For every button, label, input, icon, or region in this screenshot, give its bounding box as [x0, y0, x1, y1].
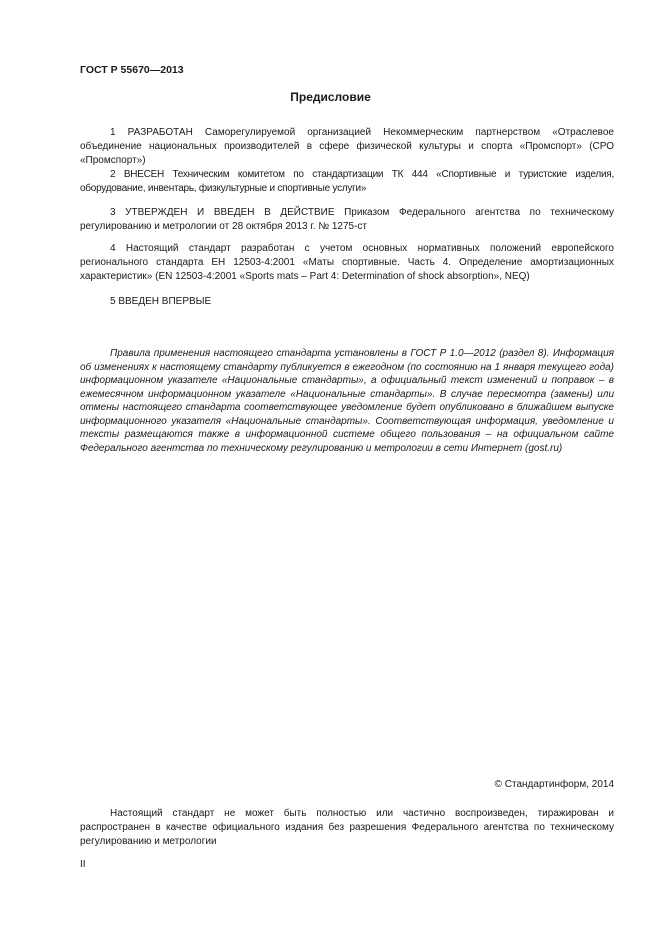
foreword-item-3: 3 УТВЕРЖДЕН И ВВЕДЕН В ДЕЙСТВИЕ Приказом Федерального агентства по техническому регулированию и метрологии от 28 октября 2013 г. № 1275-ст — [80, 207, 614, 232]
section-title: Предисловие — [290, 90, 371, 104]
foreword-item-1: 1 РАЗРАБОТАН Саморегулируемой организацией Некоммерческим партнерством «Отраслевое объединение национальных производителей в сфере физической культуры и спорта «Промспорт» (СРО «Промспорт») — [80, 127, 614, 166]
notice-paragraph: Правила применения настоящего стандарта установлены в ГОСТ Р 1.0—2012 (раздел 8). Информация об изменениях к настоящему стандарту публикуется в ежегодном (по состоянию на 1 января текущего года) информационном указателе «Национальные стандарты», а официальный текст изменений и поправок – в ежемесячном информационном указателе «Национальные стандарты». В случае пересмотра (замены) или отмены настоящего стандарта соответствующее уведомление будет опубликовано в ближайшем выпуске информационного указателя «Национальные стандарты». Соответствующая информация, уведомление и тексты размещаются также в информационной системе общего пользования – на официальном сайте Федерального агентства по техническому регулированию и метрологии в сети Интернет (gost.ru) — [80, 348, 614, 454]
standard-code: ГОСТ Р 55670—2013 — [80, 64, 184, 76]
copyright: © Стандартинформ, 2014 — [494, 779, 614, 790]
page-number: II — [80, 859, 86, 870]
foreword-item-2: 2 ВНЕСЕН Техническим комитетом по стандартизации ТК 444 «Спортивные и туристские изделия, оборудование, инвентарь, физкультурные и спортивные услуги» — [80, 169, 614, 194]
reproduction-note: Настоящий стандарт не может быть полностью или частично воспроизведен, тиражирован и распространен в качестве официального издания без разрешения Федерального агентства по техническому регулированию и метрологии — [80, 808, 614, 847]
foreword-item-5: 5 ВВЕДЕН ВПЕРВЫЕ — [110, 296, 212, 307]
foreword-item-4: 4 Настоящий стандарт разработан с учетом основных нормативных положений европейского регионального стандарта ЕН 12503-4:2001 «Маты спортивные. Часть 4. Определение амортизационных характеристик» (EN 12503-4:2001 «Sports mats – Part 4: Determination of shock absorption», NEQ) — [80, 243, 614, 282]
